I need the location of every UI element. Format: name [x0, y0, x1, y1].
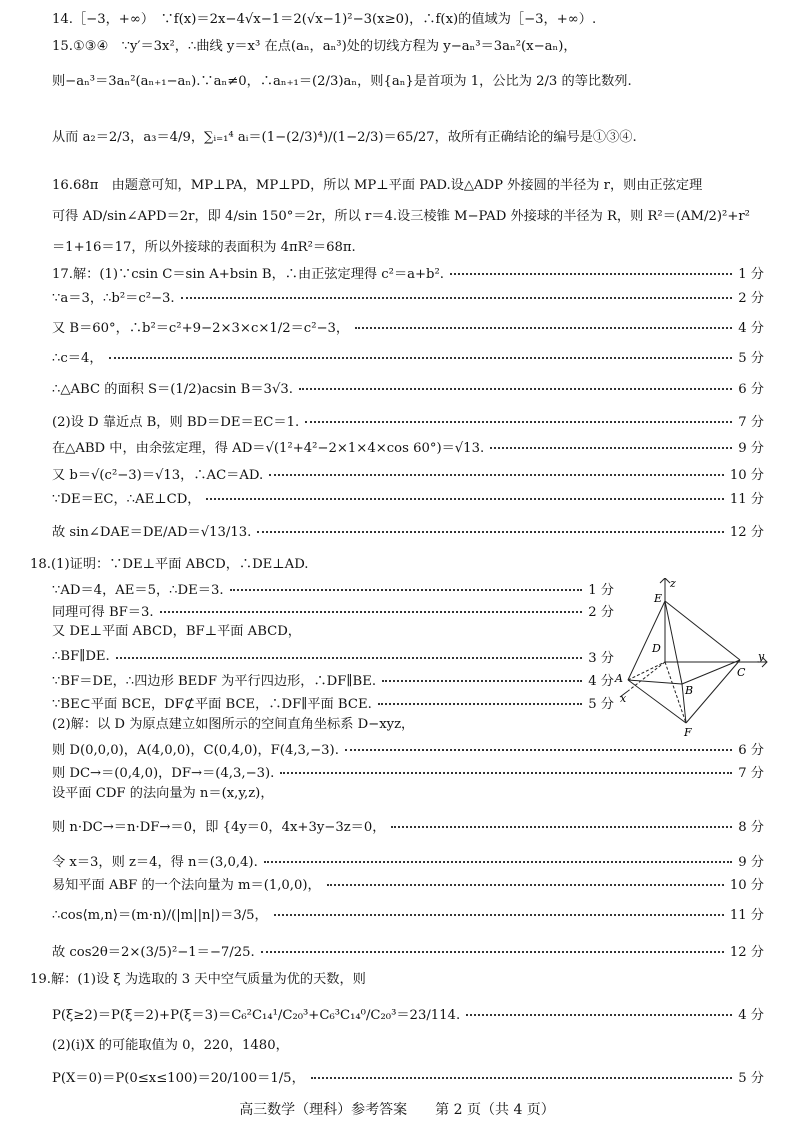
- step-text: (2)设 D 靠近点 B，则 BD＝DE＝EC＝1.: [52, 414, 300, 430]
- step-text: 则 DC→＝(0,4,0)，DF→＝(4,3,−3).: [52, 765, 275, 781]
- step-text: ∴△ABC 的面积 S＝(1/2)acsin B＝3√3.: [52, 381, 293, 397]
- label-D: D: [652, 642, 661, 655]
- q18-step-3: [52, 646, 614, 666]
- step-points: 2 分: [738, 290, 764, 306]
- step-text: ∵a＝3，∴b²＝c²−3.: [52, 290, 175, 306]
- step-text: 令 x＝3，则 z＝4，得 n＝(3,0,4).: [52, 854, 258, 870]
- geometry-figure: [612, 578, 772, 758]
- label-A: A: [615, 672, 623, 685]
- step-text: 17.解：(1)∵csin C＝sin A+bsin B，∴由正弦定理得 c²＝a+b².: [52, 266, 444, 282]
- step-points: 10 分: [729, 877, 764, 893]
- q19-heading: 19.解：(1)设 ξ 为选取的 3 天中空气质量为优的天数，则: [30, 972, 366, 987]
- label-z: z: [670, 578, 676, 590]
- answer-15-line3: 从而 a₂＝2/3，a₃＝4/9，∑ᵢ₌₁⁴ aᵢ＝(1−(2/3)⁴)/(1−2/3)＝65/27，故所有正确结论的编号是①③④.: [52, 130, 637, 145]
- q17-step-9: [52, 487, 764, 507]
- step-text: 易知平面 ABF 的一个法向量为 m＝(1,0,0)，: [52, 877, 321, 893]
- step-text: 在△ABD 中，由余弦定理，得 AD＝√(1²+4²−2×1×4×cos 60°)＝√13.: [52, 440, 485, 456]
- label-y: y: [758, 650, 765, 663]
- step-points: 5 分: [588, 696, 614, 712]
- step-points: 1 分: [588, 582, 614, 598]
- edge-AD: [628, 662, 665, 680]
- q18-step-7: [52, 761, 764, 781]
- label-F: F: [684, 726, 692, 739]
- q18-normal-vector: 设平面 CDF 的法向量为 n＝(x,y,z)，: [52, 786, 274, 801]
- q18-step-1: [52, 578, 614, 598]
- step-text: ∴c＝4，: [52, 350, 103, 366]
- step-text: 则 D(0,0,0)，A(4,0,0)，C(0,4,0)，F(4,3,−3).: [52, 742, 339, 758]
- label-B: B: [685, 684, 694, 697]
- step-points: 4 分: [588, 673, 614, 689]
- answer-16-line3: ＝1+16＝17，所以外接球的表面积为 4πR²＝68π.: [52, 240, 356, 255]
- q18-step-12: [52, 940, 764, 960]
- answer-15-line1: 15.①③④ ∵y′＝3x²，∴曲线 y＝x³ 在点(aₙ，aₙ³)处的切线方程为 y−aₙ³＝3aₙ²(x−aₙ)，: [52, 39, 577, 54]
- q17-step-10: [52, 520, 764, 540]
- q18-step-8: [52, 815, 764, 835]
- answer-15-line2: 则−aₙ³＝3aₙ²(aₙ₊₁−aₙ).∵aₙ≠0，∴aₙ₊₁＝(2/3)aₙ，则{aₙ}是首项为 1，公比为 2/3 的等比数列.: [52, 74, 632, 89]
- q17-step-4: [52, 346, 764, 366]
- step-points: 9 分: [738, 854, 764, 870]
- q18-step-4: [52, 669, 614, 689]
- step-points: 9 分: [738, 440, 764, 456]
- step-text: 故 sin∠DAE＝DE/AD＝√13/13.: [52, 524, 252, 540]
- q18-part2-intro: (2)解：以 D 为原点建立如图所示的空间直角坐标系 D−xyz，: [52, 717, 415, 732]
- step-text: P(ξ≥2)＝P(ξ＝2)+P(ξ＝3)＝C₆²C₁₄¹/C₂₀³+C₆³C₁₄⁰/C₂₀³＝23/114.: [52, 1007, 461, 1023]
- step-points: 12 分: [729, 524, 764, 540]
- step-points: 5 分: [738, 1070, 764, 1086]
- label-C: C: [737, 666, 746, 679]
- q18-step-9: [52, 850, 764, 870]
- edge-EA: [628, 601, 665, 680]
- step-points: 3 分: [588, 650, 614, 666]
- q17-step-5: [52, 377, 764, 397]
- step-points: 5 分: [738, 350, 764, 366]
- step-text: 又 b＝√(c²−3)＝√13，∴AC＝AD.: [52, 467, 264, 483]
- q18-step-10: [52, 873, 764, 893]
- step-text: ∵BF＝DE，∴四边形 BEDF 为平行四边形，∴DF∥BE.: [52, 673, 377, 689]
- q18-mid: 又 DE⊥平面 ABCD，BF⊥平面 ABCD，: [52, 624, 301, 639]
- step-text: ∴cos⟨m,n⟩＝(m·n)/(|m||n|)＝3/5，: [52, 907, 268, 923]
- q19-part2-intro: (2)(ⅰ)X 的可能取值为 0，220，1480，: [52, 1038, 289, 1053]
- step-points: 11 分: [729, 491, 764, 507]
- step-points: 8 分: [738, 819, 764, 835]
- step-text: 同理可得 BF＝3.: [52, 604, 154, 620]
- q18-step-11: [52, 903, 764, 923]
- answer-14: 14.［−3，+∞） ∵f(x)＝2x−4√x−1＝2(√x−1)²−3(x≥0)，∴f(x)的值域为［−3，+∞）.: [52, 12, 597, 27]
- q18-step-2: [52, 600, 614, 620]
- answer-16-line2: 可得 AD/sin∠APD＝2r，即 4/sin 150°＝2r，所以 r＝4.设三棱锥 M−PAD 外接球的半径为 R，则 R²＝(AM/2)²+r²: [52, 209, 750, 224]
- step-points: 12 分: [729, 944, 764, 960]
- step-text: 故 cos2θ＝2×(3/5)²−1＝−7/25.: [52, 944, 255, 960]
- step-text: P(X＝0)＝P(0≤x≤100)＝20/100＝1/5，: [52, 1070, 305, 1086]
- label-x: x: [620, 692, 627, 705]
- q19-step-2: [52, 1066, 764, 1086]
- edge-EC: [665, 601, 740, 660]
- step-text: 又 B＝60°，∴b²＝c²+9−2×3×c×1/2＝c²−3，: [52, 320, 350, 336]
- edge-BC: [682, 660, 740, 684]
- step-points: 6 分: [738, 381, 764, 397]
- step-text: ∴BF∥DE.: [52, 648, 110, 664]
- q17-step-7: [52, 436, 764, 456]
- q17-step-3: [52, 316, 764, 336]
- step-points: 2 分: [588, 604, 614, 620]
- q18-heading: 18.(1)证明：∵DE⊥平面 ABCD，∴DE⊥AD.: [30, 557, 309, 572]
- edge-EB: [665, 601, 682, 684]
- edge-AF: [628, 680, 686, 723]
- edge-AB: [628, 680, 682, 684]
- q17-step-1: [52, 262, 764, 282]
- step-points: 10 分: [729, 467, 764, 483]
- step-points: 1 分: [738, 266, 764, 282]
- step-text: ∵BE⊂平面 BCE，DF⊄平面 BCE，∴DF∥平面 BCE.: [52, 696, 372, 712]
- step-text: 则 n·DC→＝n·DF→＝0，即 {4y＝0，4x+3y−3z＝0，: [52, 819, 386, 835]
- edge-CF: [686, 660, 740, 723]
- q17-step-6: [52, 410, 764, 430]
- answer-16-line1: 16.68π 由题意可知，MP⊥PA，MP⊥PD，所以 MP⊥平面 PAD.设△ADP 外接圆的半径为 r，则由正弦定理: [52, 178, 703, 193]
- step-text: ∵AD＝4，AE＝5，∴DE＝3.: [52, 582, 224, 598]
- x-axis-hidden: [628, 662, 665, 691]
- label-E: E: [654, 592, 663, 605]
- step-points: 4 分: [738, 1007, 764, 1023]
- q19-step-1: [52, 1003, 764, 1023]
- step-points: 7 分: [738, 765, 764, 781]
- step-text: ∵DE＝EC，∴AE⊥CD，: [52, 491, 201, 507]
- step-points: 6 分: [738, 742, 764, 758]
- q17-step-2: [52, 286, 764, 306]
- step-points: 11 分: [729, 907, 764, 923]
- step-points: 4 分: [738, 320, 764, 336]
- q17-step-8: [52, 463, 764, 483]
- q18-step-5: [52, 692, 614, 712]
- page-footer: 高三数学（理科）参考答案 第 2 页（共 4 页）: [239, 1102, 555, 1118]
- step-points: 7 分: [738, 414, 764, 430]
